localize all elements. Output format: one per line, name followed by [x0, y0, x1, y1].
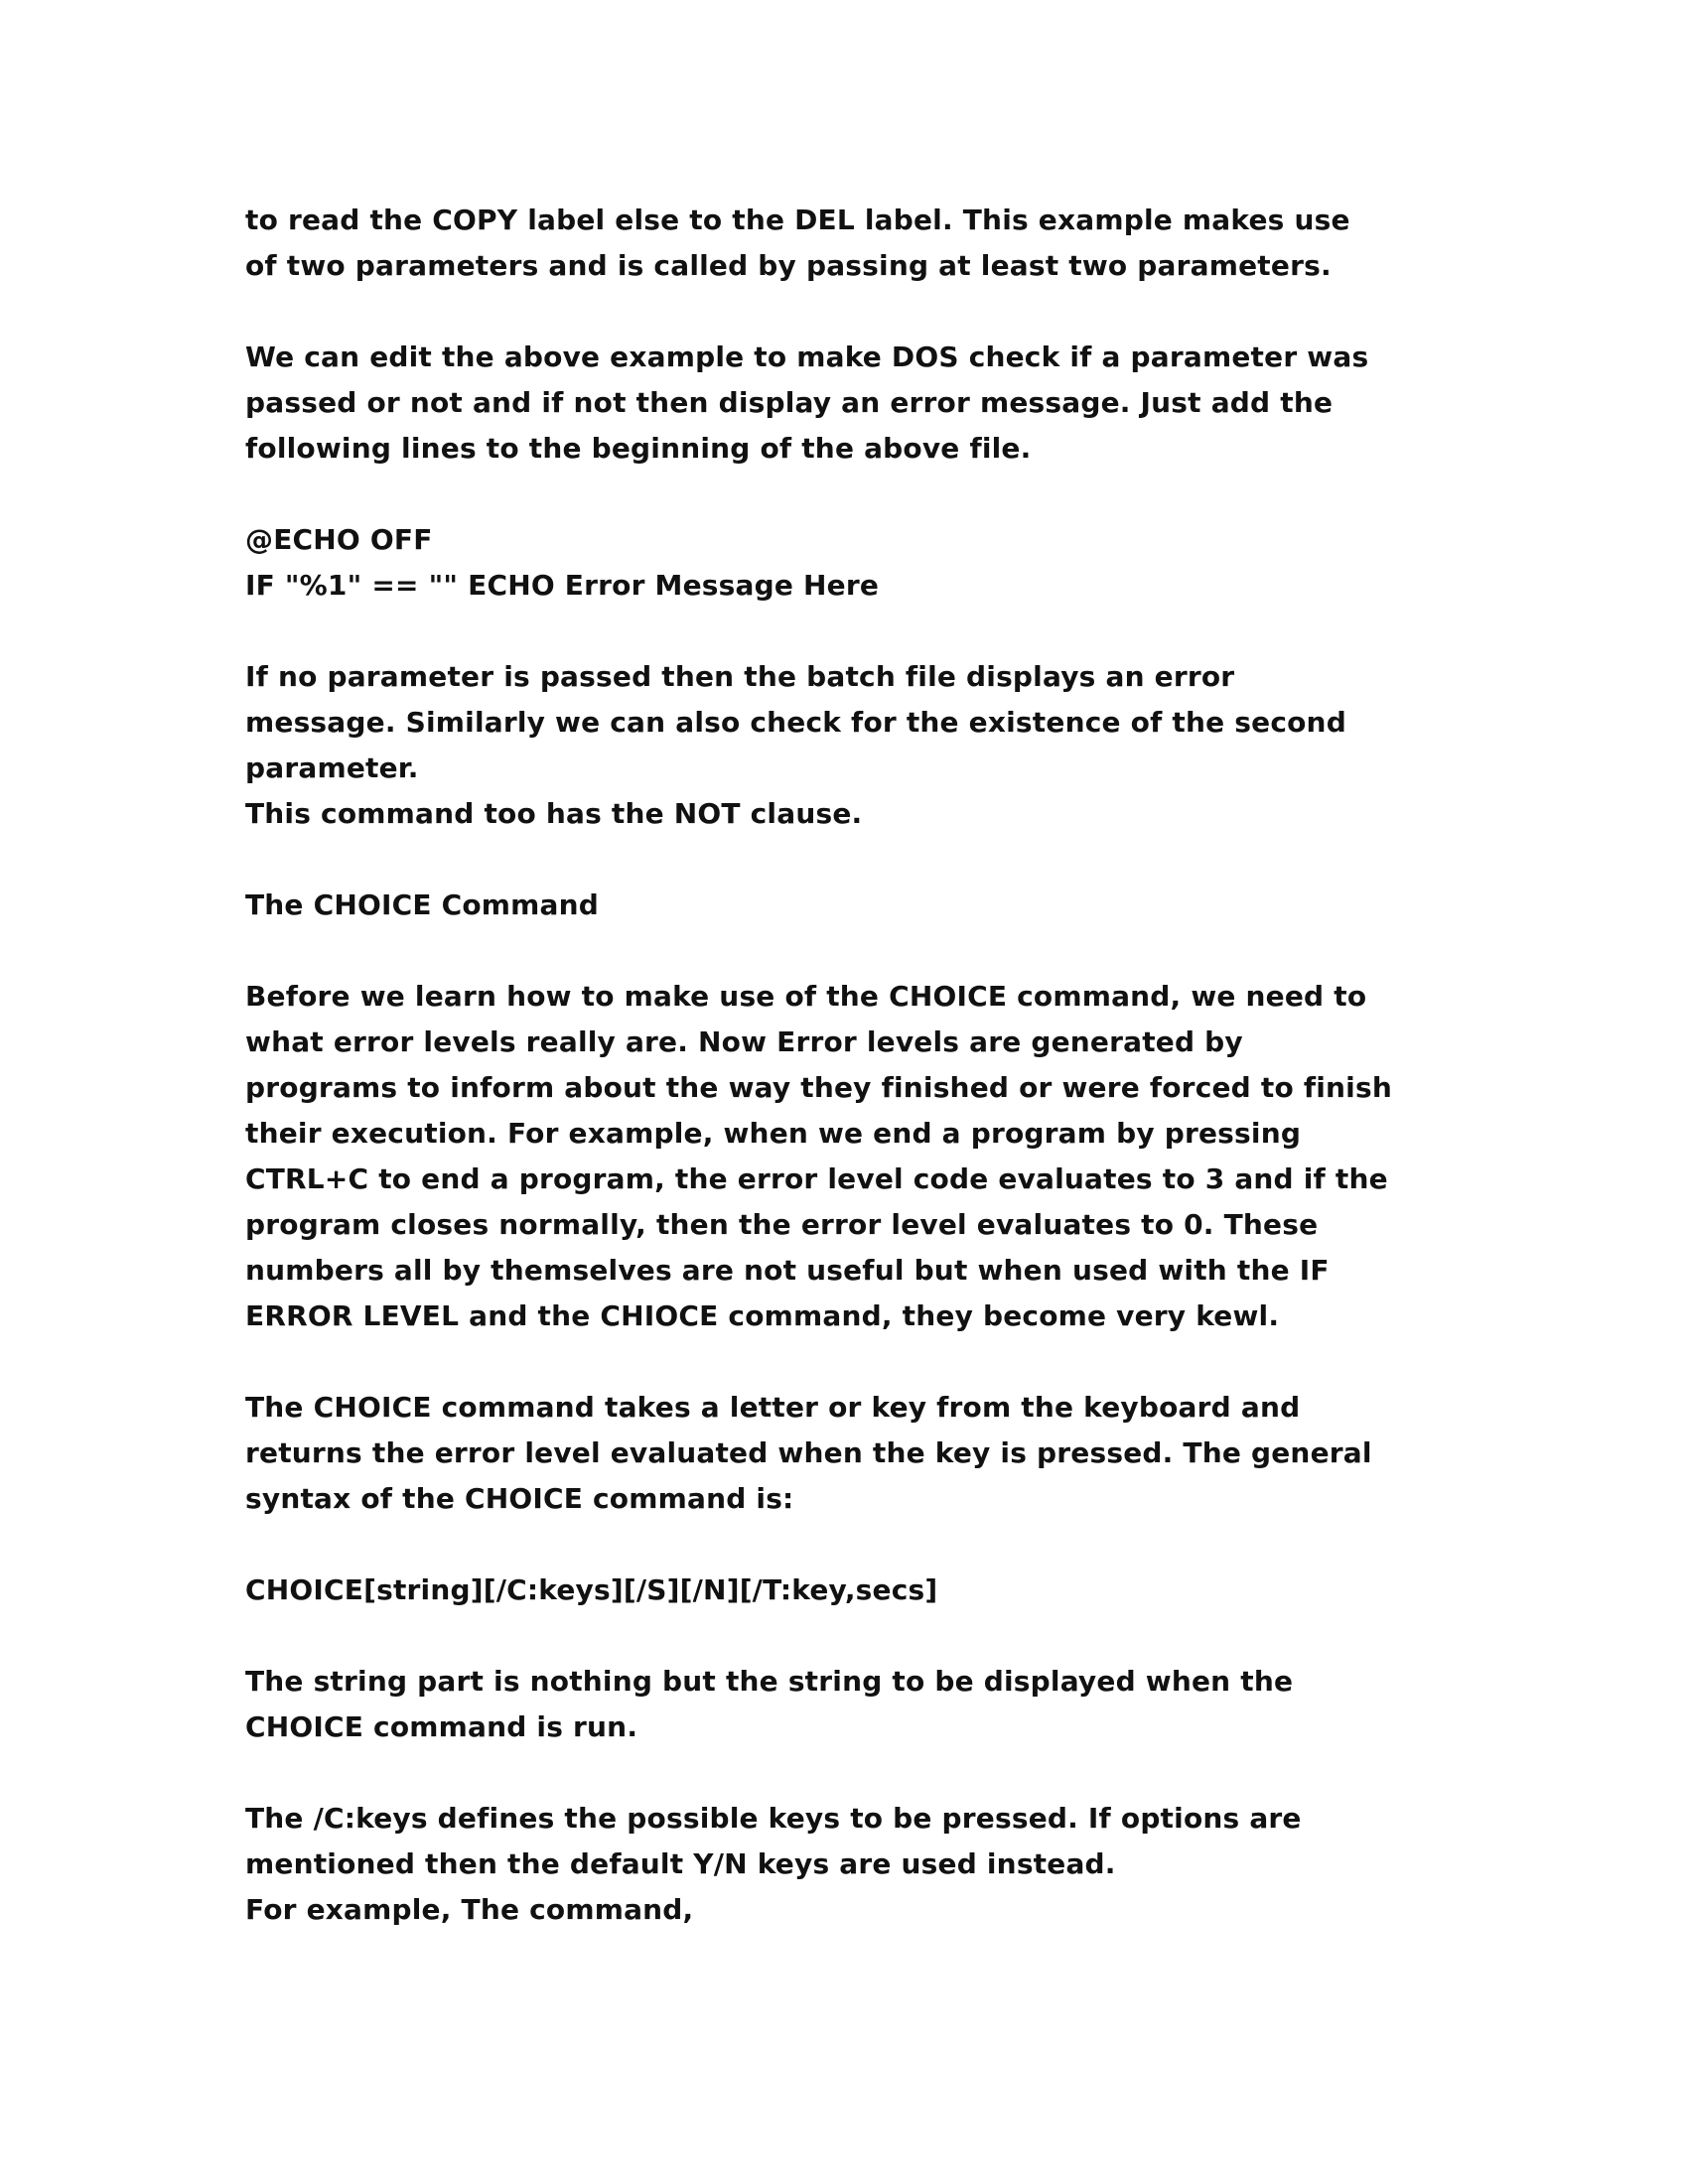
text-line: what error levels really are. Now Error levels are generated by	[245, 1025, 1243, 1058]
text-line: If no parameter is passed then the batch file displays an error	[245, 660, 1235, 693]
text-line: their execution. For example, when we end a program by pressing	[245, 1117, 1302, 1150]
text-line: The /C:keys defines the possible keys to be pressed. If options are	[245, 1802, 1302, 1835]
text-line: The CHOICE Command	[245, 888, 600, 921]
text-line: The string part is nothing but the string to be displayed when the	[245, 1665, 1294, 1698]
blank-line	[245, 1750, 1536, 1796]
text-line: syntax of the CHOICE command is:	[245, 1482, 794, 1515]
text-line: to read the COPY label else to the DEL label. This example makes use	[245, 204, 1350, 236]
blank-line	[245, 289, 1536, 335]
text-line: CTRL+C to end a program, the error level code evaluates to 3 and if the	[245, 1162, 1388, 1195]
text-line: returns the error level evaluated when the key is pressed. The general	[245, 1436, 1372, 1469]
text-line: program closes normally, then the error level evaluates to 0. These	[245, 1208, 1319, 1241]
text-line: We can edit the above example to make DOS check if a parameter was	[245, 341, 1369, 373]
text-line: of two parameters and is called by passing at least two parameters.	[245, 249, 1332, 282]
text-line: This command too has the NOT clause.	[245, 797, 863, 830]
blank-line	[245, 1613, 1536, 1659]
blank-line	[245, 609, 1536, 654]
text-line: ERROR LEVEL and the CHIOCE command, they become very kewl.	[245, 1299, 1280, 1332]
text-line: CHOICE command is run.	[245, 1710, 638, 1743]
blank-line	[245, 472, 1536, 517]
text-line: IF "%1" == "" ECHO Error Message Here	[245, 569, 880, 602]
text-line: CHOICE[string][/C:keys][/S][/N][/T:key,secs]	[245, 1573, 938, 1606]
text-line: @ECHO OFF	[245, 523, 433, 556]
text-line: message. Similarly we can also check for the existence of the second	[245, 706, 1346, 739]
text-line: mentioned then the default Y/N keys are used instead.	[245, 1847, 1116, 1880]
blank-line	[245, 1522, 1536, 1568]
blank-line	[245, 1339, 1536, 1385]
text-line: numbers all by themselves are not useful but when used with the IF	[245, 1254, 1330, 1287]
text-line: For example, The command,	[245, 1893, 694, 1926]
blank-line	[245, 837, 1536, 883]
text-line: passed or not and if not then display an error message. Just add the	[245, 386, 1334, 419]
text-line: programs to inform about the way they finished or were forced to finish	[245, 1071, 1392, 1104]
document-body	[245, 198, 1536, 1933]
blank-line	[245, 928, 1536, 974]
text-line: Before we learn how to make use of the CHOICE command, we need to	[245, 980, 1367, 1013]
text-line: parameter.	[245, 751, 419, 784]
text-line: The CHOICE command takes a letter or key from the keyboard and	[245, 1391, 1301, 1424]
text-line: following lines to the beginning of the above file.	[245, 432, 1032, 465]
